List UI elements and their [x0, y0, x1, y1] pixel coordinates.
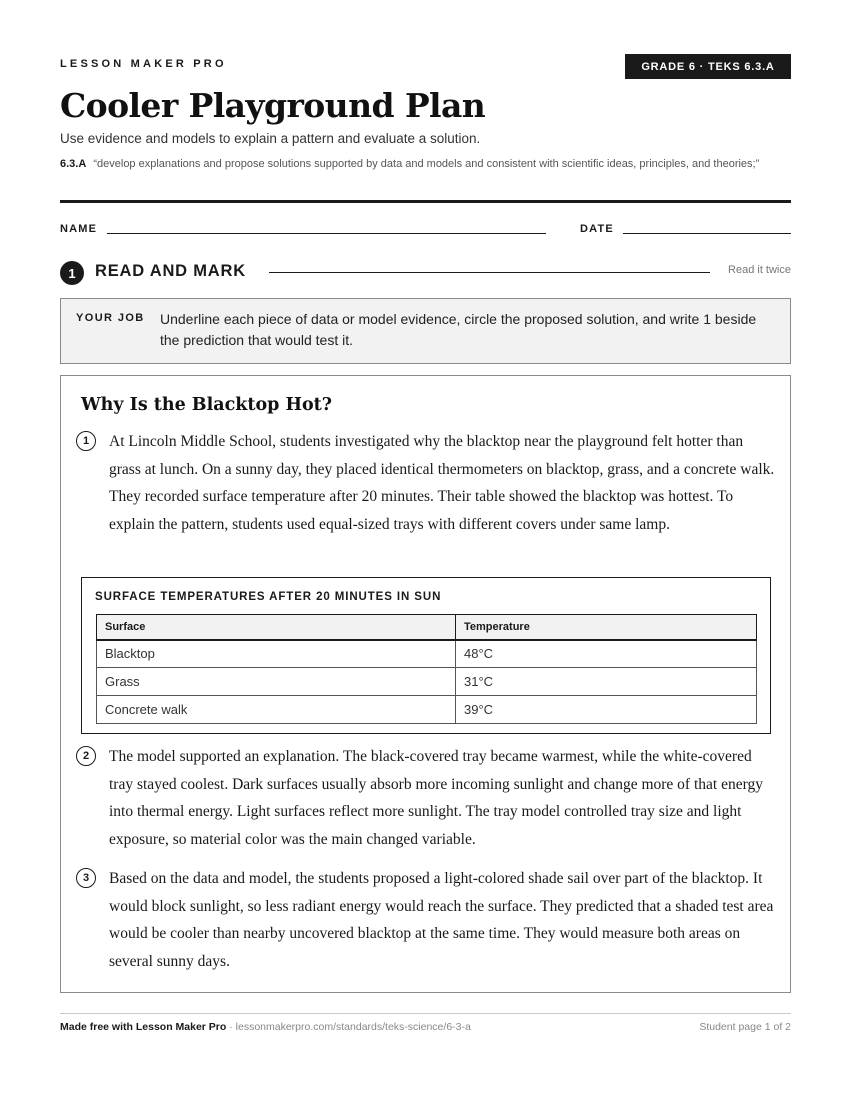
page-subtitle: Use evidence and models to explain a pattern and evaluate a solution. [60, 131, 481, 146]
table-cell: Grass [97, 668, 456, 696]
grade-badge: GRADE 6 · TEKS 6.3.A [625, 54, 791, 79]
paragraph-number: 2 [76, 746, 96, 766]
name-label: NAME [60, 223, 98, 235]
paragraph-number: 3 [76, 868, 96, 888]
table-cell: Blacktop [97, 640, 456, 668]
reading-passage [60, 375, 791, 993]
footer-divider [60, 1013, 791, 1014]
worksheet-page [60, 0, 791, 1100]
date-label: DATE [580, 223, 614, 235]
table-header-row [97, 615, 757, 640]
table-cell: 39°C [456, 696, 757, 724]
brand-name: LESSON MAKER PRO [60, 58, 227, 70]
date-field[interactable] [623, 233, 791, 234]
paragraph-text[interactable]: Based on the data and model, the students proposed a light-colored shade sail over part of the blacktop. It would block sunlight, so less radiant energy would reach the surface. They predicted that a shaded test area would be cooler than nearby uncovered blacktop at the same time. They would measure both areas on several sunny days. [109, 870, 774, 970]
header-divider [60, 200, 791, 203]
column-header: Temperature [456, 615, 757, 640]
standard-code: 6.3.A [60, 158, 87, 170]
passage-title: Why Is the Blacktop Hot? [81, 395, 332, 415]
page-title: Cooler Playground Plan [60, 86, 486, 125]
instructions-label: YOUR JOB [76, 312, 145, 324]
section-hint: Read it twice [728, 264, 791, 276]
instructions-text: Underline each piece of data or model evidence, circle the proposed solution, and write 1 beside the prediction that would test it. [160, 311, 757, 348]
name-field[interactable] [107, 233, 546, 234]
instructions-box [60, 298, 791, 364]
paragraph-number: 1 [76, 431, 96, 451]
table-row [97, 696, 757, 724]
paragraph-text[interactable]: The model supported an explanation. The black-covered tray became warmest, while the white-covered tray stayed coolest. Dark surfaces usually absorb more incoming sunlight and change more of that energy into thermal energy. Light surfaces reflect more sunlight. The tray model controlled tray size and light exposure, so material color was the main changed variable. [109, 748, 763, 848]
footer-made-with: Made free with Lesson Maker Pro [60, 1021, 227, 1033]
table-cell: 48°C [456, 640, 757, 668]
data-table-box [81, 577, 771, 734]
standard-statement [60, 156, 791, 173]
column-header: Surface [97, 615, 456, 640]
table-row [97, 640, 757, 668]
footer-credit [60, 1021, 471, 1033]
paragraph-text[interactable]: At Lincoln Middle School, students investigated why the blacktop near the playground felt hotter than grass at lunch. On a sunny day, they placed identical thermometers on blacktop, grass, and a concrete walk. They recorded surface temperature after 20 minutes. Their table showed the blacktop was hottest. To explain the pattern, students used equal-sized trays with different covers under same lamp. [109, 433, 775, 533]
table-row [97, 668, 757, 696]
table-caption: SURFACE TEMPERATURES AFTER 20 MINUTES IN SUN [95, 591, 442, 603]
section-number: 1 [60, 261, 84, 285]
page-indicator: Student page 1 of 2 [699, 1021, 791, 1033]
standard-text: “develop explanations and propose solutions supported by data and models and consistent with scientific ideas, principles, and theories;” [93, 158, 760, 170]
section-divider [269, 272, 710, 273]
table-cell: 31°C [456, 668, 757, 696]
section-title: READ AND MARK [95, 262, 246, 280]
temperature-table [96, 614, 757, 724]
footer-url[interactable]: · lessonmakerpro.com/standards/teks-science/6-3-a [226, 1021, 471, 1033]
table-cell: Concrete walk [97, 696, 456, 724]
